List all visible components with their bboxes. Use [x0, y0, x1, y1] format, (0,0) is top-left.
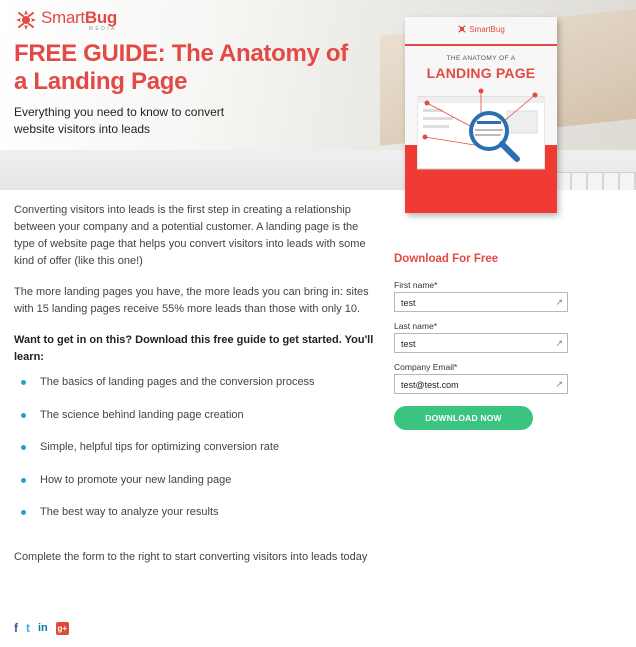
first-name-field[interactable] [395, 294, 567, 312]
cta-question: Want to get in on this? Download this free guide to get started. You'll learn: [14, 334, 374, 363]
form-title: Download For Free [394, 253, 499, 265]
autofill-icon: ↗ [555, 297, 563, 307]
list-item: The basics of landing pages and the conversion process [14, 374, 382, 407]
download-form [394, 253, 570, 430]
intro-paragraph: Converting visitors into leads is the first step in creating a relationship between your company and a potential customer. A landing page is the type of website page that helps you convert visitors into leads with some kind of offer (like this one!) [14, 204, 366, 267]
brand-name: SmartBug [41, 7, 117, 27]
main-content [14, 202, 382, 580]
ebook-logo: SmartBug [405, 24, 557, 34]
email-field-wrapper [394, 374, 568, 394]
page-title: FREE GUIDE: The Anatomy of a Landing Page [14, 40, 348, 95]
googleplus-icon[interactable]: g+ [57, 623, 68, 633]
bug-logo-icon [457, 24, 467, 34]
bug-logo-icon [14, 8, 38, 32]
bullet-icon [21, 380, 26, 385]
stats-paragraph: The more landing pages you have, the more leads you can bring in: sites with 15 landing pages receive 55% more leads than those with only 10. [14, 286, 369, 315]
ebook-title: LANDING PAGE [426, 65, 536, 81]
linkedin-icon[interactable]: in [38, 622, 48, 634]
closing-paragraph: Complete the form to the right to start converting visitors into leads today [14, 550, 368, 563]
autofill-icon: ↗ [555, 338, 563, 348]
social-share-bar [14, 621, 69, 635]
last-name-field-wrapper [394, 333, 568, 353]
list-item: Simple, helpful tips for optimizing conversion rate [14, 439, 382, 472]
bullet-icon [21, 510, 26, 515]
last-name-label: Last name* [394, 321, 437, 331]
list-item: The best way to analyze your results [14, 504, 382, 537]
bullet-icon [21, 478, 26, 483]
list-item: The science behind landing page creation [14, 407, 382, 440]
benefits-list [14, 374, 382, 537]
ebook-rule [405, 44, 557, 46]
autofill-icon: ↗ [555, 379, 563, 389]
list-item: How to promote your new landing page [14, 472, 382, 505]
first-name-field-wrapper [394, 292, 568, 312]
bullet-icon [21, 413, 26, 418]
ebook-cover [405, 17, 557, 213]
bullet-icon [21, 445, 26, 450]
magnifier-illustration-icon [417, 87, 545, 177]
twitter-icon[interactable]: t [26, 621, 30, 635]
email-label: Company Email* [394, 362, 458, 372]
download-now-button[interactable]: DOWNLOAD NOW [394, 406, 533, 430]
ebook-kicker: THE ANATOMY OF A [446, 55, 516, 62]
brand-logo[interactable] [14, 8, 117, 32]
page-subtitle: Everything you need to know to convert website visitors into leads [14, 105, 225, 136]
facebook-icon[interactable]: f [14, 621, 18, 635]
brand-subtitle: MEDIA [88, 25, 117, 32]
last-name-field[interactable] [395, 335, 567, 353]
first-name-label: First name* [394, 280, 438, 290]
email-field[interactable] [395, 376, 567, 394]
